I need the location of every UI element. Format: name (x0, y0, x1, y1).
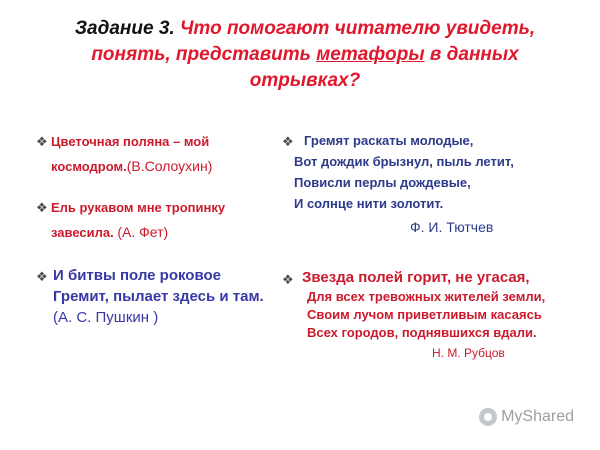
task-number: Задание 3. (74, 18, 175, 39)
poem-1-line-1: Гремят раскаты молодые, (304, 133, 474, 148)
left-item-1-line-1: Цветочная поляна – мой (51, 134, 210, 149)
poem-1-line-2: Вот дождик брызнул, пыль летит, (294, 154, 514, 169)
bullet-icon: ❖ (36, 200, 48, 215)
title-keyword-metaphors: метафоры (316, 44, 425, 65)
left-item-2-line-2: завесила. (51, 225, 114, 240)
title-line-2-end: в данных (429, 44, 519, 65)
poem-2-line-3: Своим лучом приветливым касаясь (307, 307, 542, 322)
left-item-1-line-2: космодром. (51, 159, 127, 174)
bullet-icon: ❖ (36, 269, 48, 284)
left-item-3-author: (А. С. Пушкин ) (53, 309, 159, 326)
left-item-1-author: (В.Солоухин) (126, 158, 213, 174)
left-item-2-line-1: Ель рукавом мне тропинку (51, 200, 226, 215)
poem-2-line-2: Для всех тревожных жителей земли, (307, 289, 546, 304)
poem-1-author: Ф. И. Тютчев (410, 219, 494, 235)
left-item-2-author: (А. Фет) (117, 224, 169, 240)
poem-2-line-1: Звезда полей горит, не угасая, (302, 269, 530, 286)
bullet-icon: ❖ (282, 134, 294, 149)
bullet-icon: ❖ (282, 272, 294, 287)
title-line-2-start: понять, представить (91, 44, 311, 65)
watermark-text: MyShared (501, 408, 574, 425)
slide-title (40, 16, 570, 94)
left-item-3-line-1: И битвы поле роковое (53, 267, 221, 284)
title-line-1: Что помогают читателю увидеть, (179, 18, 536, 39)
poem-1-line-4: И солнце нити золотит. (294, 196, 444, 211)
left-item-3-line-2: Гремит, пылает здесь и там. (53, 288, 264, 305)
watermark (479, 408, 574, 426)
watermark-logo-icon (479, 408, 497, 426)
poem-2-line-4: Всех городов, поднявшихся вдали. (307, 325, 537, 340)
title-line-3: отрывках? (249, 70, 361, 91)
bullet-icon: ❖ (36, 134, 48, 149)
poem-1-line-3: Повисли перлы дождевые, (294, 175, 471, 190)
poem-2-author: Н. М. Рубцов (432, 346, 505, 360)
